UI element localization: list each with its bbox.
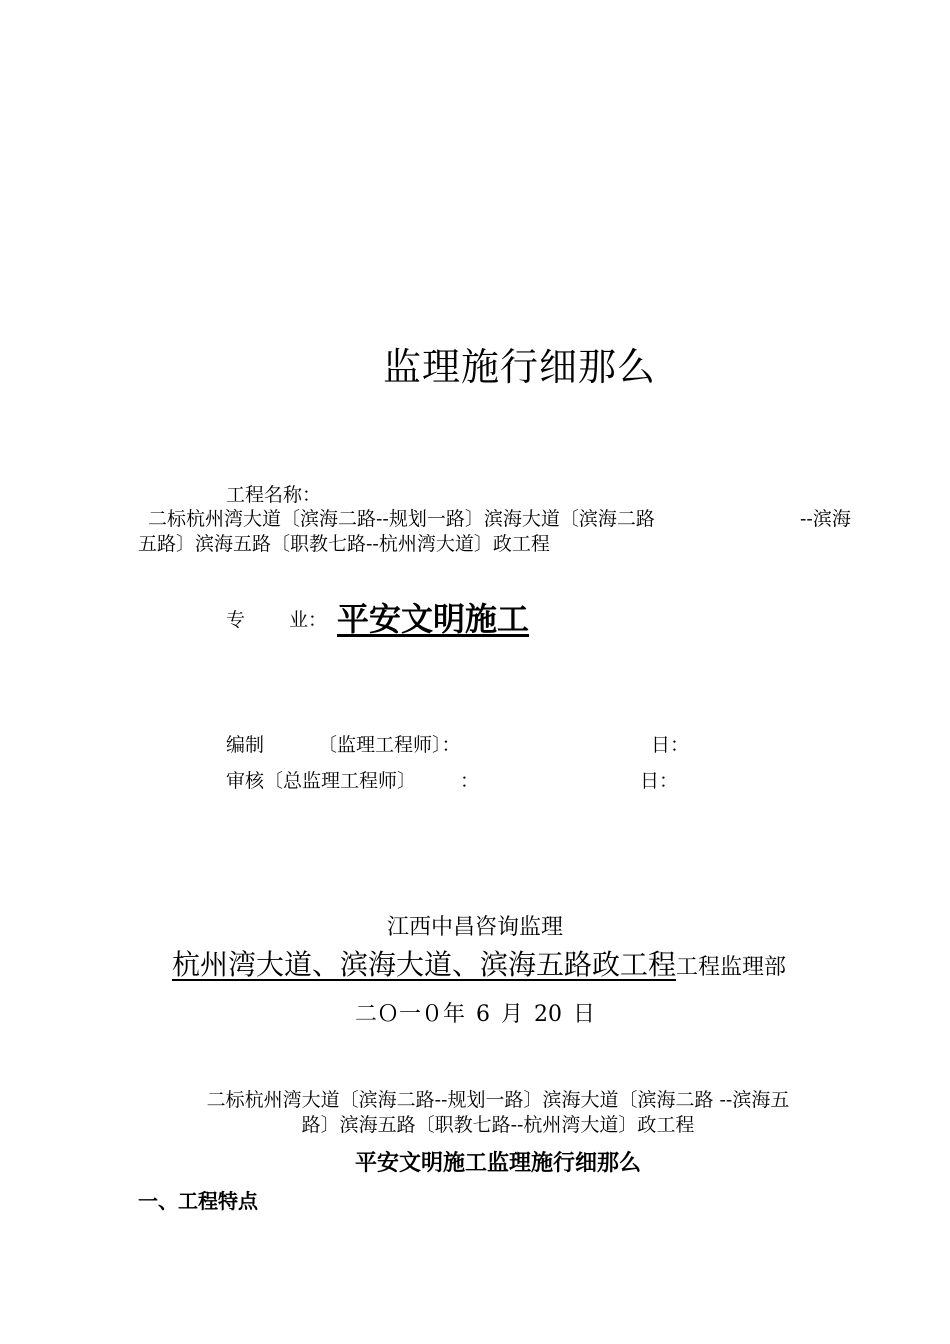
reviewer-colon: ：: [460, 770, 480, 792]
body-project-line-2: 路〕滨海五路〔职教七路--杭州湾大道〕政工程: [301, 1114, 695, 1136]
specialty-label: [226, 605, 327, 632]
compiler-date-label: 日：: [651, 734, 690, 756]
reviewer-label: 审核〔总监理工程师〕: [226, 770, 417, 792]
compiler-role: 〔监理工程师〕：: [318, 734, 461, 756]
department-name: 杭州湾大道、滨海大道、滨海五路政工程: [172, 948, 677, 981]
body-title: 平安文明施工监理施行细那么: [354, 1150, 641, 1176]
body-project-line-1: 二标杭州湾大道〔滨海二路--规划一路〕滨海大道〔滨海二路 --滨海五: [206, 1089, 790, 1111]
project-name-line-2: 五路〕滨海五路〔职教七路--杭州湾大道〕政工程: [138, 533, 550, 555]
project-name-line-1: 二标杭州湾大道〔滨海二路--规划一路〕滨海大道〔滨海二路: [148, 508, 655, 530]
compiler-label: 编制: [226, 734, 265, 756]
department-suffix: 工程监理部: [676, 955, 787, 980]
section-1-heading: 一、工程特点: [138, 1189, 258, 1213]
specialty-label-part-a: 专: [226, 609, 246, 631]
specialty-value: 平安文明施工: [337, 600, 530, 638]
project-name-line-1-tail: --滨海: [800, 508, 851, 530]
department-line: [172, 943, 786, 983]
company-name: 江西中昌咨询监理: [386, 915, 563, 940]
specialty-label-part-b: 业：: [289, 609, 328, 631]
project-name-label: 工程名称：: [226, 484, 322, 506]
reviewer-date-label: 日：: [640, 770, 679, 792]
document-title: 监理施行细那么: [383, 345, 657, 389]
issue-date: 二Ｏ一０年 6 月 20 日: [355, 1002, 595, 1027]
